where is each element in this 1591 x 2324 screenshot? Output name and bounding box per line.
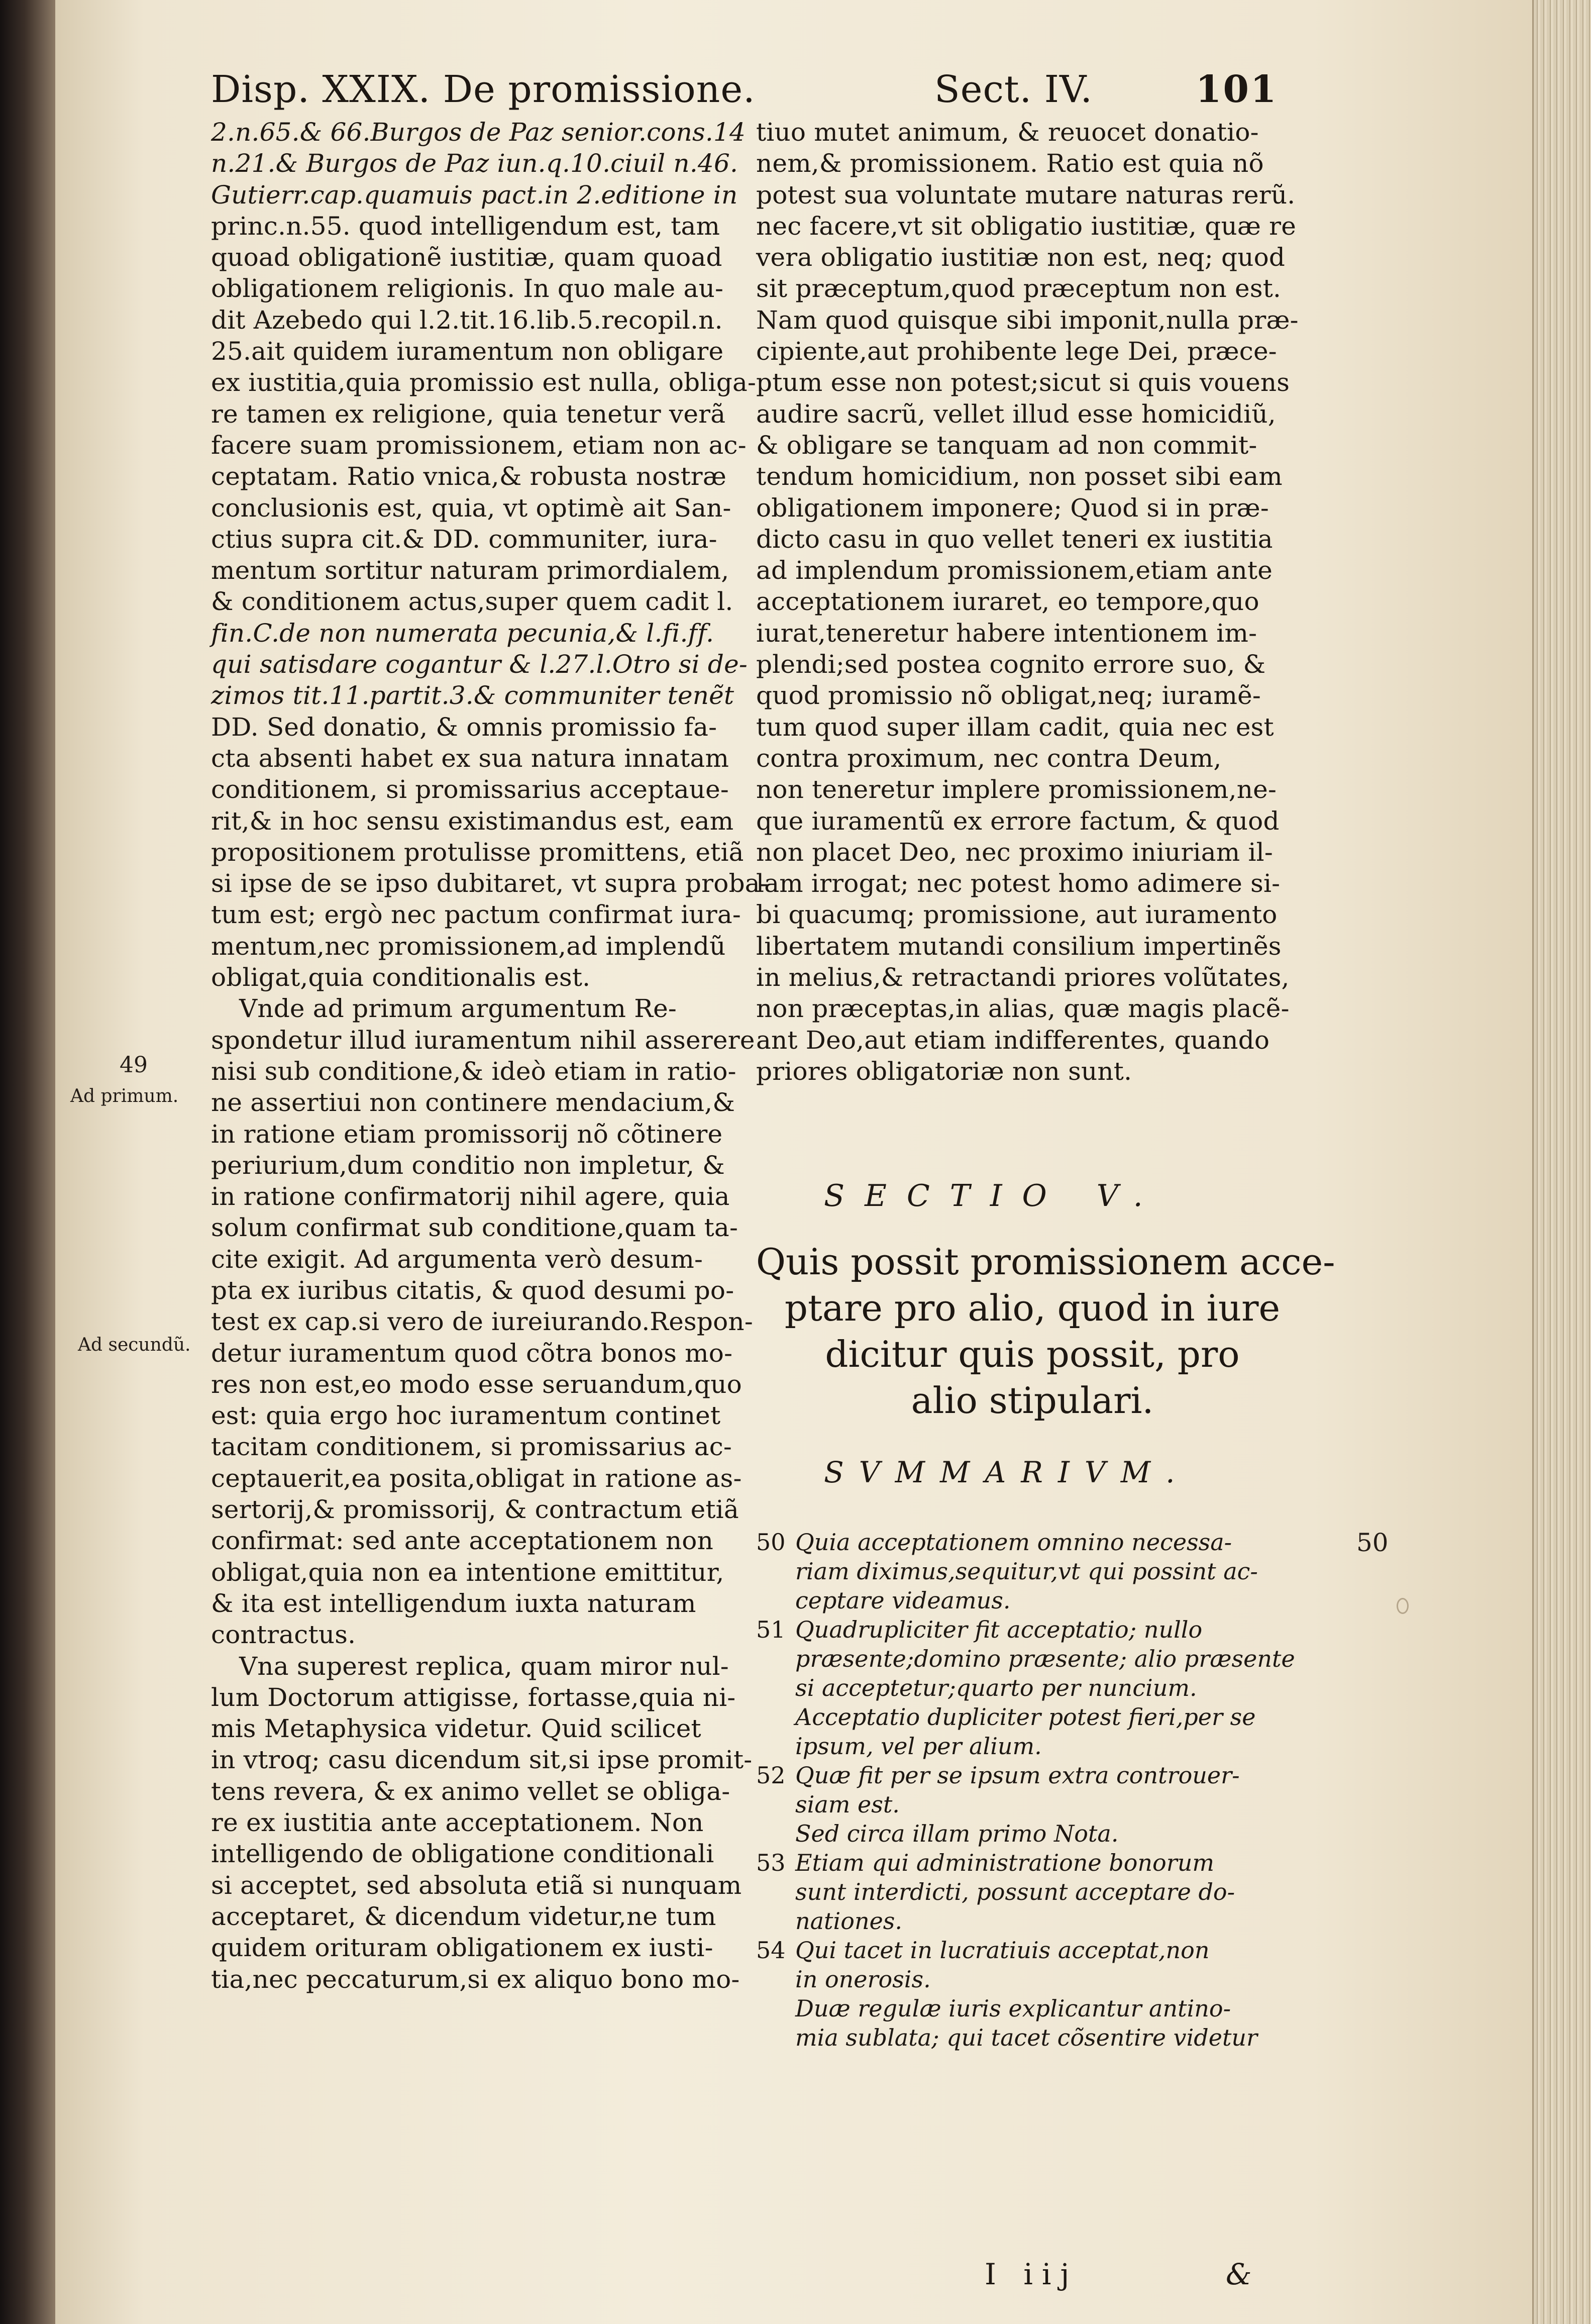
summary-item-text: mia sublata; qui tacet cõsentire videtur — [795, 2024, 1258, 2051]
text-line: lum Doctorum attigisse, fortasse,quia ni- — [211, 1682, 736, 1712]
text-line: si ipse de se ipso dubitaret, vt supra proba- — [211, 869, 769, 898]
text-line: detur iuramentum quod cõtra bonos mo- — [211, 1338, 733, 1368]
text-line: ceptauerit,ea posita,obligat in ratione as- — [211, 1463, 742, 1493]
text-line: nisi sub conditione,& ideò etiam in ratio- — [211, 1056, 736, 1086]
text-line: & conditionem actus,super quem cadit l. — [211, 587, 733, 617]
text-line: tum quod super illam cadit, quia nec est — [756, 712, 1274, 742]
text-line: in vtroq; casu dicendum sit,si ipse promit- — [211, 1745, 753, 1775]
text-line: intelligendo de obligatione conditionali — [211, 1839, 714, 1869]
summary-item-text: Quadrupliciter fit acceptatio; nullo — [795, 1616, 1203, 1643]
summary-item-text: ceptare videamus. — [795, 1587, 1011, 1614]
section-title-line: ptare pro alio, quod in iure — [784, 1287, 1281, 1329]
summary-item-row — [756, 1936, 1309, 1965]
text-line: ceptatam. Ratio vnica,& robusta nostræ — [211, 462, 727, 491]
text-line: mentum sortitur naturam primordialem, — [211, 556, 729, 585]
text-line: que iuramentũ ex errore factum, & quod — [756, 806, 1280, 836]
summary-item-text: sunt interdicti, possunt acceptare do- — [795, 1878, 1235, 1905]
text-line: si acceptet, sed absoluta etiã si nunquam — [211, 1870, 742, 1900]
summary-item-number: 53 — [756, 1849, 786, 1876]
text-line: contractus. — [211, 1620, 356, 1650]
text-line: periurium,dum conditio non impletur, & — [211, 1150, 725, 1180]
text-line: plendi;sed postea cognito errore suo, & — [756, 650, 1266, 679]
text-line: fin.C.de non numerata pecunia,& l.fi.ff. — [211, 618, 714, 648]
text-line: conclusionis est, quia, vt optimè ait San- — [211, 493, 731, 523]
text-line: in ratione etiam promissorij nõ cõtinere — [211, 1119, 723, 1149]
text-line: res non est,eo modo esse seruandum,quo — [211, 1369, 742, 1399]
text-line: acceptaret, & dicendum videtur,ne tum — [211, 1901, 716, 1931]
text-line: priores obligatoriæ non sunt. — [756, 1056, 1132, 1086]
text-line: bi quacumq; promissione, aut iuramento — [756, 900, 1278, 930]
text-line: ad implendum promissionem,etiam ante — [756, 556, 1273, 585]
summary-item — [756, 1702, 1309, 1761]
summary-list — [756, 1528, 1309, 2052]
summary-item-text: Duæ regulæ iuris explicantur antino- — [795, 1995, 1231, 2022]
text-line: Nam quod quisque sibi imponit,nulla præ- — [756, 305, 1299, 335]
text-line: pta ex iuribus citatis, & quod desumi po- — [211, 1275, 734, 1305]
text-line: quod promissio nõ obligat,neq; iuramẽ- — [756, 681, 1261, 711]
text-line: in ratione confirmatorij nihil agere, quia — [211, 1182, 730, 1211]
text-line: rit,& in hoc sensu existimandus est, eam — [211, 806, 734, 836]
text-line: dicto casu in quo vellet teneri ex iustitia — [756, 524, 1273, 554]
summary-item-text: Qui tacet in lucratiuis acceptat,non — [795, 1937, 1210, 1964]
section-title-line: dicitur quis possit, pro — [825, 1333, 1240, 1375]
text-line: acceptationem iuraret, eo tempore,quo — [756, 587, 1259, 617]
summary-item-text: in onerosis. — [795, 1966, 931, 1993]
text-line: potest sua voluntate mutare naturas rerũ. — [756, 180, 1296, 210]
summarium-heading: SVMMARIVM. — [824, 1455, 1190, 1489]
text-line: iurat,teneretur habere intentionem im- — [756, 618, 1257, 648]
text-line: ctius supra cit.& DD. communiter, iura- — [211, 524, 717, 554]
summary-item — [756, 1994, 1309, 2052]
text-line: tendum homicidium, non posset sibi eam — [756, 462, 1283, 491]
text-line: confirmat: sed ante acceptationem non — [211, 1526, 714, 1556]
text-line: & obligare se tanquam ad non commit- — [756, 430, 1257, 460]
summary-item-number: 51 — [756, 1616, 786, 1643]
text-line: lam irrogat; nec potest homo adimere si- — [756, 869, 1281, 898]
summary-item-text: siam est. — [795, 1791, 900, 1818]
section-title — [756, 1239, 1335, 1424]
text-line: obligationem imponere; Quod si in præ- — [756, 493, 1269, 523]
left-text-column — [211, 117, 769, 1995]
text-line: ant Deo,aut etiam indifferentes, quando — [756, 1025, 1270, 1055]
text-line: dit Azebedo qui l.2.tit.16.lib.5.recopil.n. — [211, 305, 723, 335]
text-line: non præceptas,in alias, quæ magis placẽ- — [756, 994, 1290, 1024]
text-line: 25.ait quidem iuramentum non obligare — [211, 337, 724, 366]
text-line: cipiente,aut prohibente lege Dei, præce- — [756, 337, 1277, 366]
text-line: tacitam conditionem, si promissarius ac- — [211, 1432, 732, 1462]
summary-item — [756, 1848, 1309, 1936]
section-title-line: alio stipulari. — [911, 1379, 1154, 1422]
text-line: spondetur illud iuramentum nihil asserere — [211, 1025, 755, 1055]
text-line: tiuo mutet animum, & reuocet donatio- — [756, 118, 1259, 147]
summary-item-text: riam diximus,sequitur,vt qui possint ac- — [795, 1558, 1258, 1585]
text-line: Gutierr.cap.quamuis pact.in 2.editione in — [211, 180, 738, 210]
summary-item-row — [756, 1528, 1309, 1557]
summary-item-text: Quia acceptationem omnino necessa- — [795, 1529, 1232, 1556]
summary-item-number: 54 — [756, 1937, 786, 1964]
text-line: conditionem, si promissarius acceptaue- — [211, 775, 729, 804]
text-line: audire sacrũ, vellet illud esse homicidiũ, — [756, 399, 1276, 429]
running-head-section: Sect. IV. — [934, 68, 1093, 111]
text-line: zimos tit.11.partit.3.& communiter tenẽt — [211, 681, 734, 711]
text-line: Vnde ad primum argumentum Re- — [239, 994, 677, 1024]
margin-number-50: 50 — [1356, 1528, 1389, 1557]
summary-item — [756, 1528, 1309, 1615]
text-line: sertorij,& promissorij, & contractum etiã — [211, 1495, 739, 1525]
text-line: tum est; ergò nec pactum confirmat iura- — [211, 900, 741, 930]
text-line: cite exigit. Ad argumenta verò desum- — [211, 1244, 703, 1274]
text-line: quidem orituram obligationem ex iusti- — [211, 1933, 713, 1963]
summary-item-text: præsente;domino præsente; alio præsente — [795, 1645, 1295, 1672]
summary-item-text: si acceptetur;quarto per nuncium. — [795, 1674, 1197, 1701]
text-line: tens revera, & ex animo vellet se obliga- — [211, 1776, 730, 1806]
book-gutter — [0, 0, 55, 2324]
text-line: contra proximum, nec contra Deum, — [756, 743, 1222, 773]
text-line: in melius,& retractandi priores volũtates, — [756, 963, 1290, 992]
text-line: re ex iustitia ante acceptationem. Non — [211, 1808, 704, 1838]
text-line: test ex cap.si vero de iureiurando.Respon- — [211, 1307, 753, 1337]
summary-item — [756, 1761, 1309, 1819]
text-line: qui satisdare cogantur & l.27.l.Otro si de- — [211, 650, 748, 679]
page-fore-edge — [1532, 0, 1591, 2324]
section-title-line: Quis possit promissionem acce- — [756, 1241, 1335, 1283]
text-line: cta absenti habet ex sua natura innatam — [211, 743, 729, 773]
summary-item-text: Etiam qui administratione bonorum — [795, 1849, 1214, 1876]
paper-blemish — [1397, 1598, 1409, 1614]
summary-item — [756, 1615, 1309, 1702]
text-line: 2.n.65.& 66.Burgos de Paz senior.cons.14 — [211, 118, 746, 147]
summary-item — [756, 1819, 1309, 1848]
page-number: 101 — [1196, 68, 1278, 111]
text-line: quoad obligationẽ iustitiæ, quam quoad — [211, 243, 722, 272]
running-head — [211, 64, 1366, 115]
text-line: DD. Sed donatio, & omnis promissio fa- — [211, 712, 717, 742]
summary-item-row — [756, 1848, 1309, 1877]
signature-mark: I iij — [985, 2257, 1079, 2291]
text-line: facere suam promissionem, etiam non ac- — [211, 430, 747, 460]
text-line: obligat,quia non ea intentione emittitur, — [211, 1557, 724, 1587]
catchword: & — [1226, 2257, 1252, 2291]
text-line: est: quia ergo hoc iuramentum continet — [211, 1401, 721, 1431]
summary-item-text: Acceptatio dupliciter potest fieri,per se — [795, 1703, 1256, 1731]
text-line: propositionem protulisse promittens, etiã — [211, 837, 744, 867]
running-head-title: Disp. XXIX. De promissione. — [211, 68, 756, 111]
text-line: Vna superest replica, quam miror nul- — [239, 1651, 729, 1681]
text-line: ptum esse non potest;sicut si quis vouens — [756, 368, 1290, 397]
margin-note-ad-primum: Ad primum. — [70, 1086, 179, 1106]
summary-item-row — [756, 1761, 1309, 1790]
text-line: non teneretur implere promissionem,ne- — [756, 775, 1277, 804]
text-line: sit præceptum,quod præceptum non est. — [756, 274, 1282, 304]
summary-item-row — [756, 1615, 1309, 1644]
right-text-column — [756, 117, 1309, 1087]
text-line: libertatem mutandi consilium impertinẽs — [756, 931, 1282, 961]
summary-item-number: 50 — [756, 1529, 786, 1556]
text-line: tia,nec peccaturum,si ex aliquo bono mo- — [211, 1964, 740, 1994]
text-line: mis Metaphysica videtur. Quid scilicet — [211, 1714, 701, 1744]
text-line: & ita est intelligendum iuxta naturam — [211, 1588, 696, 1618]
text-line: obligationem religionis. In quo male au- — [211, 274, 724, 304]
summary-item-number: 52 — [756, 1762, 786, 1789]
text-line: non placet Deo, nec proximo iniuriam il- — [756, 837, 1273, 867]
text-line: solum confirmat sub conditione,quam ta- — [211, 1213, 738, 1243]
text-line: nem,& promissionem. Ratio est quia nõ — [756, 149, 1264, 178]
summary-item-text: Sed circa illam primo Nota. — [795, 1820, 1119, 1847]
summary-item-text: Quæ fit per se ipsum extra controuer- — [795, 1762, 1240, 1789]
text-line: ne assertiui non continere mendacium,& — [211, 1088, 735, 1118]
text-line: princ.n.55. quod intelligendum est, tam — [211, 211, 720, 241]
text-line: ex iustitia,quia promissio est nulla, obliga- — [211, 368, 757, 397]
text-line: obligat,quia conditionalis est. — [211, 963, 591, 992]
margin-number-49: 49 — [120, 1052, 148, 1078]
text-line: n.21.& Burgos de Paz iun.q.10.ciuil n.46. — [211, 149, 738, 178]
summary-item — [756, 1936, 1309, 1994]
text-line: vera obligatio iustitiæ non est, neq; quod — [756, 243, 1286, 272]
summary-item-text: ipsum, vel per alium. — [795, 1733, 1042, 1760]
margin-note-ad-secundum: Ad secundũ. — [78, 1335, 191, 1355]
text-line: re tamen ex religione, quia tenetur verã — [211, 399, 726, 429]
summary-item-text: nationes. — [795, 1907, 903, 1935]
section-heading: SECTIO V. — [824, 1178, 1163, 1214]
text-line: mentum,nec promissionem,ad implendũ — [211, 931, 726, 961]
text-line: nec facere,vt sit obligatio iustitiæ, quæ re — [756, 211, 1297, 241]
